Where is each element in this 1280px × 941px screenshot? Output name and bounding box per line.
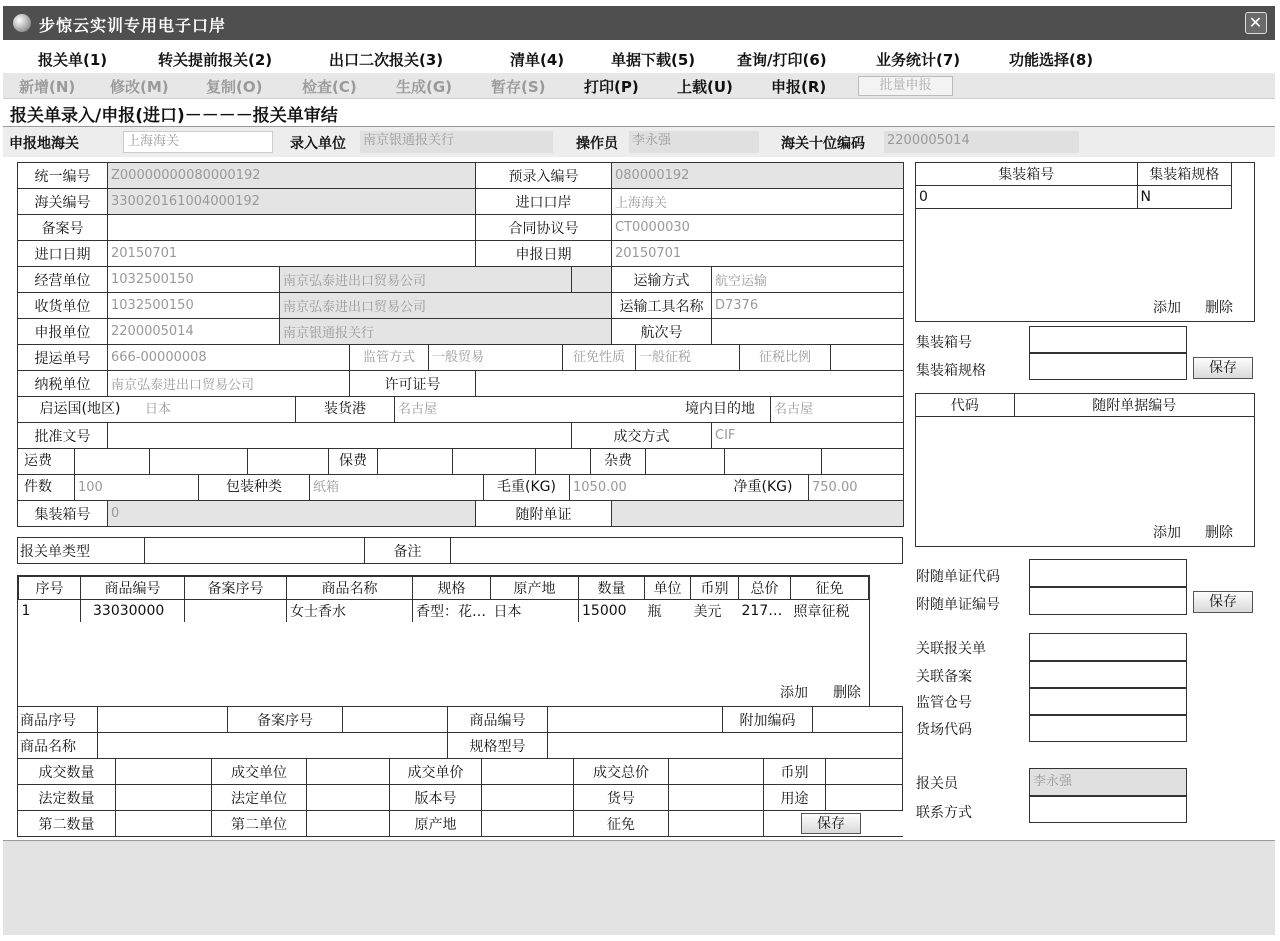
deal-price-field[interactable] xyxy=(482,759,574,785)
form-type-label: 报关单类型 xyxy=(18,538,145,564)
info-bar xyxy=(3,127,1275,157)
goods-header: 总价 xyxy=(739,577,791,600)
goods-detail-bottom xyxy=(17,758,903,837)
misc-field-2[interactable] xyxy=(725,449,822,474)
menu-statistics[interactable]: 业务统计(7) xyxy=(876,51,961,69)
detail-save-button[interactable]: 保存 xyxy=(801,813,861,834)
window-title: 步惊云实训专用电子口岸 xyxy=(39,16,227,35)
menu-list[interactable]: 清单(4) xyxy=(510,51,565,69)
generate-button[interactable]: 生成(G) xyxy=(396,78,453,96)
misc-field-1[interactable] xyxy=(646,449,725,474)
declare-unit-name-field: 南京银通报关行 xyxy=(280,319,612,345)
goods-cell xyxy=(185,600,287,623)
deal-total-field[interactable] xyxy=(669,759,764,785)
upload-button[interactable]: 上载(U) xyxy=(677,78,733,96)
attached-doc-label: 随附单证 xyxy=(476,501,612,527)
container-no-input[interactable] xyxy=(1029,326,1187,353)
toolbar xyxy=(3,73,1275,99)
deal-unit-label: 成交单位 xyxy=(212,759,307,785)
spec-field[interactable] xyxy=(548,733,903,759)
doc-code-label: 附随单证代码 xyxy=(916,569,1000,585)
origin-label: 原产地 xyxy=(390,811,482,837)
unified-no-field: Z00000000080000192 xyxy=(108,163,476,189)
container-header: 集装箱号 xyxy=(916,163,1137,186)
related-decl-label: 关联报关单 xyxy=(916,641,986,657)
goods-cell: 美元 xyxy=(693,604,722,620)
import-date-field[interactable]: 20150701 xyxy=(108,241,476,267)
tax-unit-field[interactable]: 南京弘泰进出口贸易公司 xyxy=(108,371,350,397)
legal-unit-field[interactable] xyxy=(307,785,390,811)
contact-label: 联系方式 xyxy=(916,805,972,821)
document-add-link[interactable]: 添加 xyxy=(1153,525,1181,541)
packing-label: 包装种类 xyxy=(226,479,282,495)
second-qty-field[interactable] xyxy=(116,811,212,837)
goods-header: 单位 xyxy=(645,577,691,600)
entry-unit-label: 录入单位 xyxy=(290,136,346,152)
detail-save-cell xyxy=(764,811,903,837)
goods-cell: 1 xyxy=(19,600,81,623)
item-no-field[interactable] xyxy=(98,707,228,733)
usage-label: 用途 xyxy=(764,785,826,811)
spec-label: 规格型号 xyxy=(448,733,548,759)
container-table xyxy=(916,163,1232,209)
close-button[interactable]: ✕ xyxy=(1245,12,1267,34)
loading-port-field[interactable]: 名古屋 xyxy=(394,397,670,422)
goods-list xyxy=(17,575,870,707)
menu-transfer-declaration[interactable]: 转关提前报关(2) xyxy=(158,51,273,69)
misc-label: 杂费 xyxy=(591,449,646,474)
declare-date-field[interactable]: 20150701 xyxy=(612,241,904,267)
menu-function-select[interactable]: 功能选择(8) xyxy=(1009,51,1094,69)
add-button[interactable]: 新增(N) xyxy=(19,78,76,96)
table-row[interactable] xyxy=(916,186,1232,209)
document-delete-link[interactable]: 删除 xyxy=(1205,525,1233,541)
second-unit-label: 第二单位 xyxy=(212,811,307,837)
deal-price-label: 成交单价 xyxy=(390,759,482,785)
currency-field[interactable] xyxy=(826,759,903,785)
levy-label: 征免性质 xyxy=(563,345,636,370)
table-row[interactable] xyxy=(19,600,869,623)
insurance-field-1[interactable] xyxy=(378,449,453,474)
yard-code-input[interactable] xyxy=(1029,715,1187,742)
levy-ratio-label: 征税比例 xyxy=(740,345,831,370)
warehouse-input[interactable] xyxy=(1029,688,1187,715)
extra-code-label: 附加编码 xyxy=(723,707,813,733)
related-record-label: 关联备案 xyxy=(916,669,972,685)
goods-header: 商品编号 xyxy=(81,577,185,600)
container-no-field: 0 xyxy=(108,501,476,527)
consignee-label: 收货单位 xyxy=(18,293,108,319)
supervision-group xyxy=(350,345,904,371)
goods-detail-top xyxy=(17,706,903,759)
fees-row xyxy=(18,449,904,475)
declare-button[interactable]: 申报(R) xyxy=(771,78,827,96)
import-port-field[interactable]: 上海海关 xyxy=(612,189,904,215)
menu-bar xyxy=(3,46,1275,72)
pre-entry-field: 080000192 xyxy=(612,163,904,189)
insurance-field-2[interactable] xyxy=(453,449,536,474)
vehicle-label: 运输工具名称 xyxy=(612,293,712,319)
goods-header: 规格 xyxy=(413,577,491,600)
batch-declare-button[interactable]: 批量申报 xyxy=(858,76,953,96)
customs-no-field: 330020161004000192 xyxy=(108,189,476,215)
bill-no-field[interactable]: 666-00000008 xyxy=(108,345,350,371)
freight-label: 运费 xyxy=(18,449,75,474)
container-no-input-label: 集装箱号 xyxy=(916,335,972,351)
goods-header: 数量 xyxy=(579,577,645,600)
detail-name-label: 商品名称 xyxy=(18,733,98,759)
license-field[interactable] xyxy=(476,371,904,397)
origin-country-label: 启运国(地区) xyxy=(39,401,121,417)
declarant-field: 李永强 xyxy=(1029,768,1187,796)
container-no-label: 集装箱号 xyxy=(18,501,108,527)
goods-header-row xyxy=(19,577,869,600)
related-decl-input[interactable] xyxy=(1029,633,1187,661)
legal-unit-label: 法定单位 xyxy=(212,785,307,811)
goods-table xyxy=(18,576,869,622)
document-header: 代码 xyxy=(916,394,1014,417)
goods-cell: 香型：花… xyxy=(416,604,486,620)
operator-unit-code-field[interactable]: 1032500150 xyxy=(108,267,280,293)
license-label: 许可证号 xyxy=(350,371,476,397)
insurance-label: 保费 xyxy=(329,449,378,474)
origin-field[interactable] xyxy=(482,811,574,837)
levy-field[interactable]: 一般征税 xyxy=(636,345,740,370)
destination-label: 境内目的地 xyxy=(685,401,755,417)
remark-field[interactable] xyxy=(451,538,903,564)
supervision-label: 监管方式 xyxy=(350,345,429,370)
destination-field[interactable]: 名古屋 xyxy=(770,397,903,422)
doc-no-label: 附随单证编号 xyxy=(916,597,1000,613)
goods-header: 原产地 xyxy=(491,577,579,600)
menu-doc-download[interactable]: 单据下载(5) xyxy=(611,51,696,69)
declare-port-field[interactable]: 上海海关 xyxy=(123,131,273,153)
gross-weight-field[interactable]: 1050.00 xyxy=(569,475,718,500)
goods-cell: 女士香水 xyxy=(287,600,413,623)
yard-code-label: 货场代码 xyxy=(916,722,972,738)
menu-query-print[interactable]: 查询/打印(6) xyxy=(737,51,827,69)
container-cell: N xyxy=(1137,186,1232,209)
customs-code-field: 2200005014 xyxy=(884,131,1079,153)
container-add-link[interactable]: 添加 xyxy=(1153,300,1181,316)
consignee-code-field[interactable]: 1032500150 xyxy=(108,293,280,319)
exemption-field[interactable] xyxy=(669,811,764,837)
weight-row xyxy=(18,475,904,501)
attached-doc-field xyxy=(612,501,904,527)
related-record-input[interactable] xyxy=(1029,661,1187,688)
misc-field-3[interactable] xyxy=(822,449,903,474)
second-qty-label: 第二数量 xyxy=(18,811,116,837)
item-no-label: 商品序号 xyxy=(18,707,98,733)
consignee-name-field: 南京弘泰进出口贸易公司 xyxy=(280,293,612,319)
goods-header: 币别 xyxy=(691,577,739,600)
version-field[interactable] xyxy=(482,785,574,811)
bill-no-label: 提运单号 xyxy=(18,345,108,371)
detail-code-field[interactable] xyxy=(548,707,723,733)
second-unit-field[interactable] xyxy=(307,811,390,837)
container-panel xyxy=(915,162,1255,322)
print-button[interactable]: 打印(P) xyxy=(584,78,639,96)
operator-unit-spacer xyxy=(572,267,612,293)
deal-field[interactable]: CIF xyxy=(712,423,904,449)
operator-label: 操作员 xyxy=(576,136,618,152)
tax-unit-label: 纳税单位 xyxy=(18,371,108,397)
record-no-field[interactable] xyxy=(108,215,476,241)
declare-unit-label: 申报单位 xyxy=(18,319,108,345)
doc-no-input[interactable] xyxy=(1029,587,1187,615)
deal-qty-field[interactable] xyxy=(116,759,212,785)
deal-total-label: 成交总价 xyxy=(574,759,669,785)
operator-field: 李永强 xyxy=(629,131,759,153)
import-port-label: 进口口岸 xyxy=(476,189,612,215)
approval-label: 批准文号 xyxy=(18,423,108,449)
document-panel xyxy=(915,393,1255,547)
container-spec-input[interactable] xyxy=(1029,353,1187,380)
freight-field-3[interactable] xyxy=(248,449,329,474)
goods-header: 商品名称 xyxy=(287,577,413,600)
gross-weight-label: 毛重(KG) xyxy=(483,475,569,500)
goods-cell: 照章征税 xyxy=(793,604,850,620)
detail-record-no-field[interactable] xyxy=(343,707,448,733)
container-save-button[interactable]: 保存 xyxy=(1193,357,1253,379)
goods-header: 序号 xyxy=(19,577,81,600)
goods-add-link[interactable]: 添加 xyxy=(780,685,808,701)
operator-unit-name-field: 南京弘泰进出口贸易公司 xyxy=(280,267,572,293)
usage-field[interactable] xyxy=(826,785,903,811)
container-cell: 0 xyxy=(916,186,1137,209)
legal-qty-label: 法定数量 xyxy=(18,785,116,811)
deal-qty-label: 成交数量 xyxy=(18,759,116,785)
goods-header: 备案序号 xyxy=(185,577,287,600)
goods-cell: 15000 xyxy=(582,603,627,619)
save-draft-button[interactable]: 暂存(S) xyxy=(491,78,546,96)
transport-field[interactable]: 航空运输 xyxy=(712,267,904,293)
deal-label: 成交方式 xyxy=(572,423,712,449)
goods-cell: 33030000 xyxy=(81,600,185,623)
status-area xyxy=(3,840,1275,935)
extra-code-field[interactable] xyxy=(813,707,903,733)
copy-button[interactable]: 复制(O) xyxy=(206,78,263,96)
customs-code-label: 海关十位编码 xyxy=(781,136,865,152)
goods-header: 征免 xyxy=(791,577,869,600)
contract-field[interactable]: CT0000030 xyxy=(612,215,904,241)
vehicle-field[interactable]: D7376 xyxy=(712,293,904,319)
pieces-field[interactable]: 100 xyxy=(74,475,199,500)
item-code-field[interactable] xyxy=(669,785,764,811)
document-table xyxy=(916,394,1254,417)
version-label: 版本号 xyxy=(390,785,482,811)
form-type-field[interactable] xyxy=(145,538,365,564)
import-date-label: 进口日期 xyxy=(18,241,108,267)
declare-date-label: 申报日期 xyxy=(476,241,612,267)
container-spec-input-label: 集装箱规格 xyxy=(916,363,986,379)
contact-input[interactable] xyxy=(1029,796,1187,823)
net-weight-label: 净重(KG) xyxy=(733,479,793,495)
declare-port-label: 申报地海关 xyxy=(9,136,79,152)
voyage-label: 航次号 xyxy=(612,319,712,345)
detail-code-label: 商品编号 xyxy=(448,707,548,733)
operator-unit-label: 经营单位 xyxy=(18,267,108,293)
packing-field[interactable]: 纸箱 xyxy=(309,475,483,500)
remark-label: 备注 xyxy=(365,538,451,564)
pieces-label: 件数 xyxy=(24,479,52,495)
page-title: 报关单录入/申报(进口)－－－－报关单审结 xyxy=(10,106,338,126)
voyage-field[interactable] xyxy=(712,319,904,345)
net-weight-field[interactable]: 750.00 xyxy=(808,475,903,500)
goods-delete-link[interactable]: 删除 xyxy=(833,685,861,701)
record-no-label: 备案号 xyxy=(18,215,108,241)
insurance-field-3[interactable] xyxy=(536,449,591,474)
customs-no-label: 海关编号 xyxy=(18,189,108,215)
container-delete-link[interactable]: 删除 xyxy=(1205,300,1233,316)
contract-label: 合同协议号 xyxy=(476,215,612,241)
pre-entry-label: 预录入编号 xyxy=(476,163,612,189)
warehouse-label: 监管仓号 xyxy=(916,695,972,711)
modify-button[interactable]: 修改(M) xyxy=(110,78,169,96)
origin-country-field[interactable]: 日本 xyxy=(142,397,296,422)
menu-export-secondary[interactable]: 出口二次报关(3) xyxy=(329,51,444,69)
loading-port-label: 装货港 xyxy=(324,401,366,417)
declare-unit-code-field[interactable]: 2200005014 xyxy=(108,319,280,345)
detail-name-field[interactable] xyxy=(98,733,448,759)
deal-unit-field[interactable] xyxy=(307,759,390,785)
doc-code-input[interactable] xyxy=(1029,559,1187,587)
menu-customs-declaration[interactable]: 报关单(1) xyxy=(38,51,108,69)
supervision-field[interactable]: 一般贸易 xyxy=(429,345,563,370)
goods-cell: 217… xyxy=(741,603,783,619)
item-code-label: 货号 xyxy=(574,785,669,811)
container-header: 集装箱规格 xyxy=(1137,163,1232,186)
entry-unit-field: 南京银通报关行 xyxy=(360,131,553,153)
form-type-row xyxy=(17,537,903,564)
approval-field[interactable] xyxy=(108,423,572,449)
goods-cell: 瓶 xyxy=(647,604,662,620)
freight-field-2[interactable] xyxy=(150,449,248,474)
transport-label: 运输方式 xyxy=(612,267,712,293)
legal-qty-field[interactable] xyxy=(116,785,212,811)
detail-record-no-label: 备案序号 xyxy=(228,707,343,733)
currency-label: 币别 xyxy=(764,759,826,785)
declarant-label: 报关员 xyxy=(916,776,958,792)
doc-save-button[interactable]: 保存 xyxy=(1193,591,1253,613)
declaration-form xyxy=(17,162,904,527)
check-button[interactable]: 检查(C) xyxy=(302,78,357,96)
app-logo-icon xyxy=(13,14,31,32)
goods-cell: 日本 xyxy=(491,600,579,623)
document-header: 随附单据编号 xyxy=(1014,394,1254,417)
exemption-label: 征免 xyxy=(574,811,669,837)
unified-no-label: 统一编号 xyxy=(18,163,108,189)
title-bar xyxy=(3,6,1275,40)
freight-field-1[interactable] xyxy=(75,449,150,474)
route-row xyxy=(18,397,904,423)
